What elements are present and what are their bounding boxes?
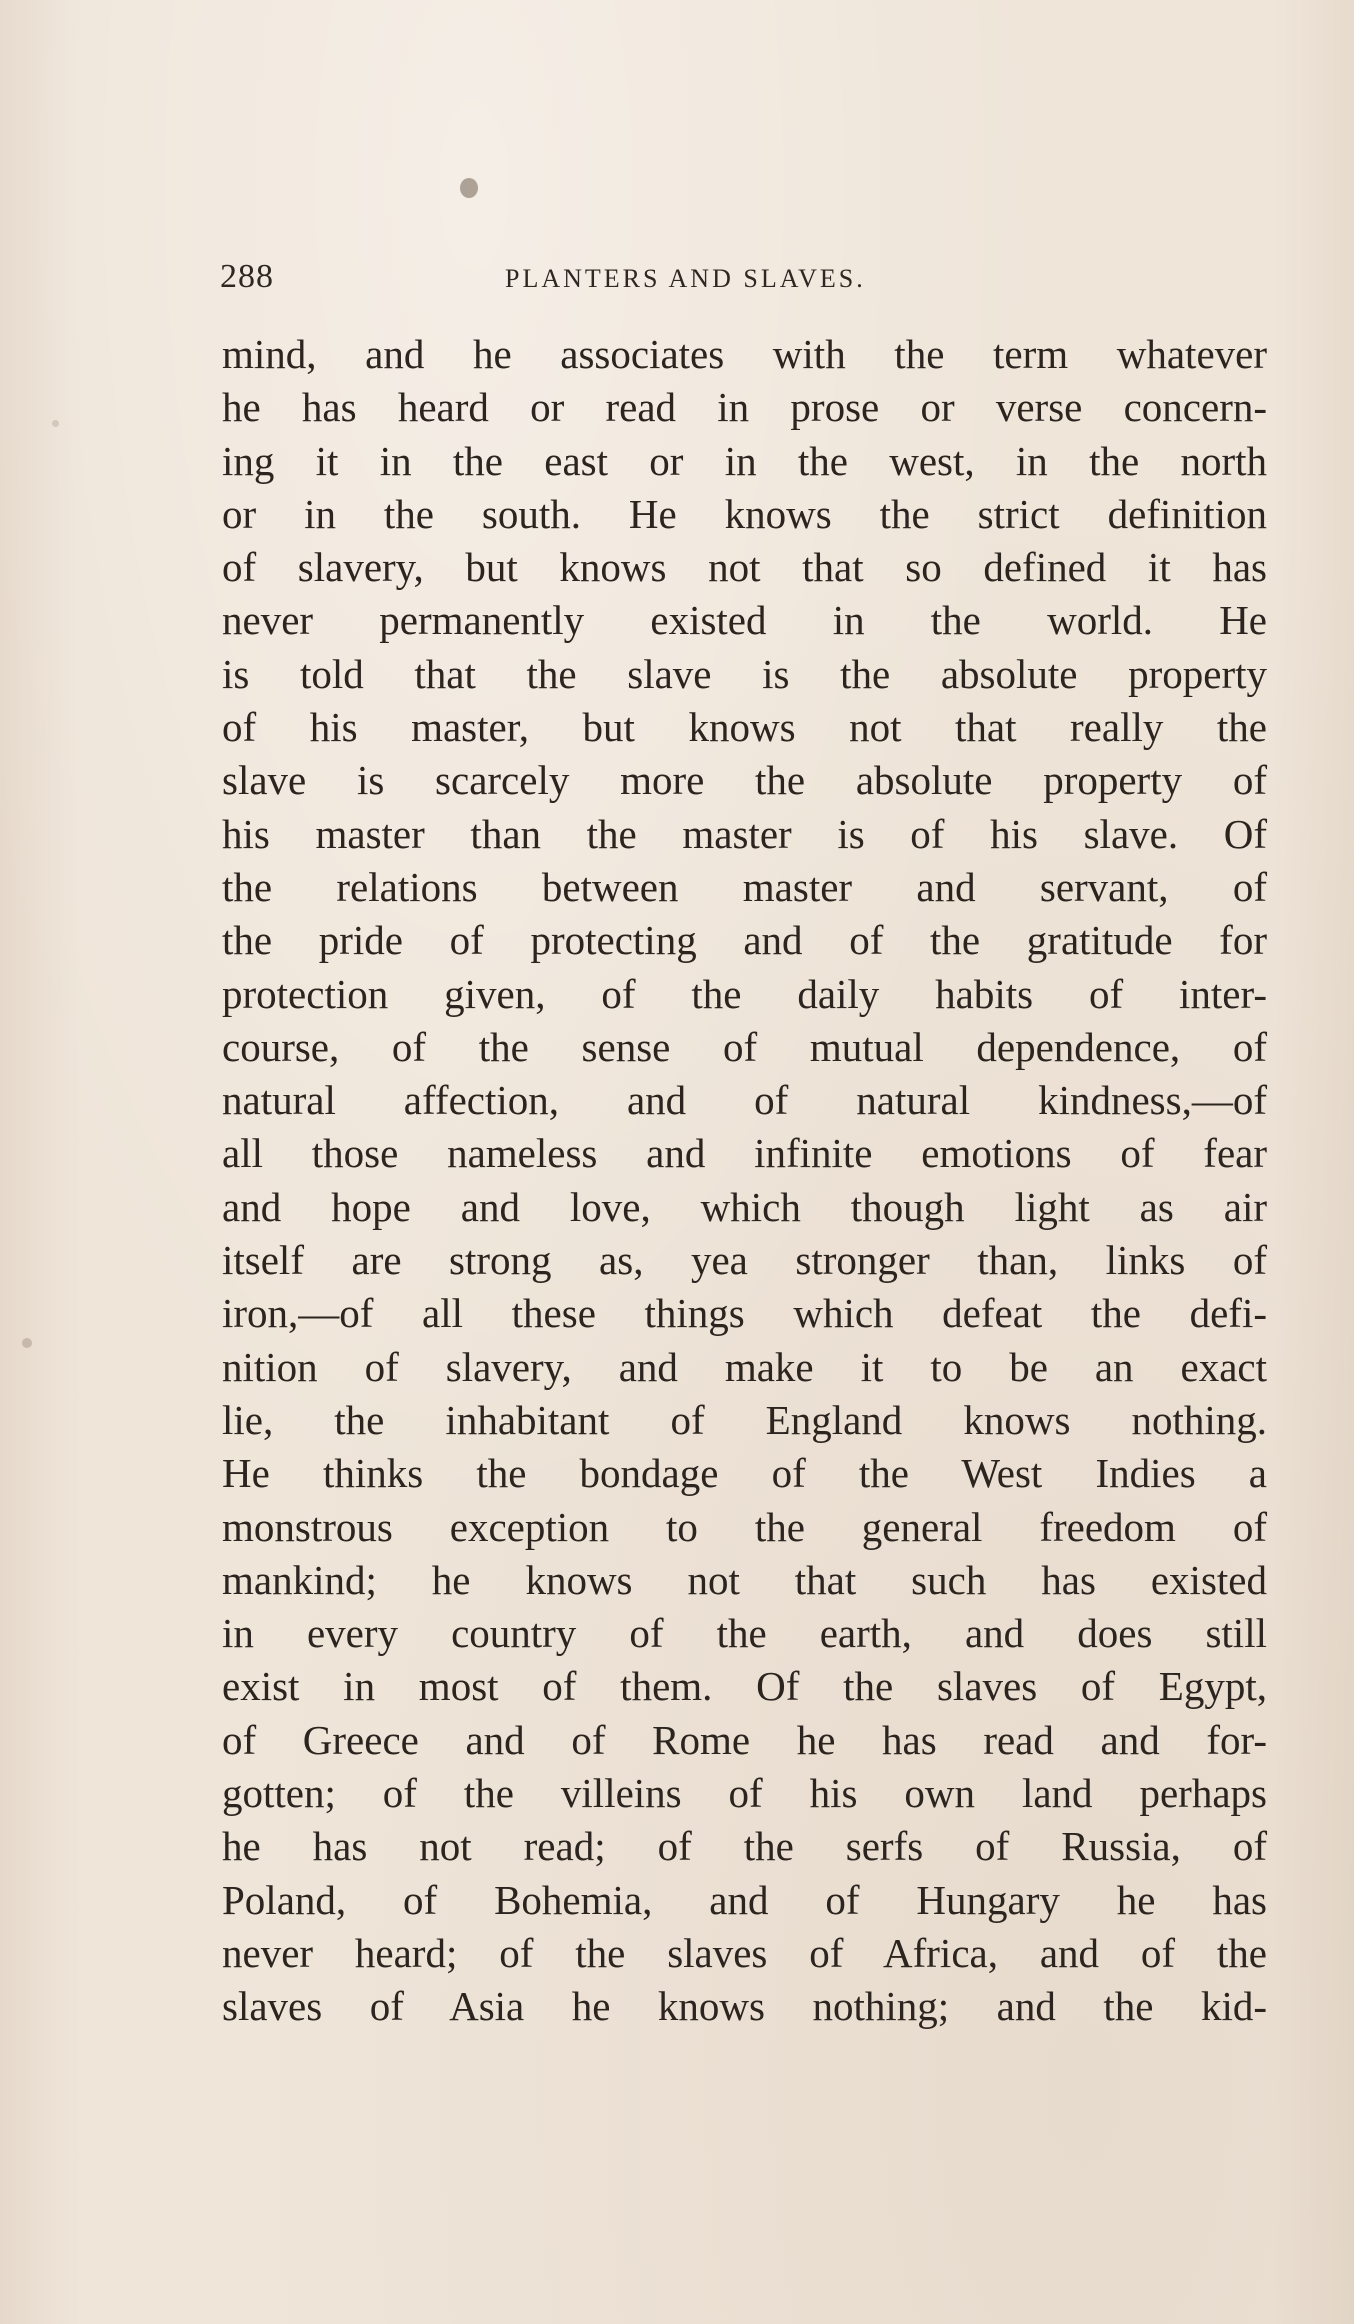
text-line: is told that the slave is the absolute property xyxy=(222,650,1267,697)
body-text xyxy=(222,328,1267,2034)
text-line: monstrous exception to the general freedom of xyxy=(222,1503,1267,1550)
text-line: of his master, but knows not that really the xyxy=(222,704,1267,751)
text-line: of Greece and of Rome he has read and for- xyxy=(222,1716,1267,1763)
text-line: lie, the inhabitant of England knows nothing. xyxy=(222,1396,1267,1443)
text-line: He thinks the bondage of the West Indies a xyxy=(222,1450,1267,1497)
text-line: slaves of Asia he knows nothing; and the kid- xyxy=(222,1983,1267,2030)
text-line: he has not read; of the serfs of Russia, of xyxy=(222,1823,1267,1870)
text-line: never heard; of the slaves of Africa, and of the xyxy=(222,1929,1267,1976)
text-line: ing it in the east or in the west, in the north xyxy=(222,437,1267,484)
page-number: 288 xyxy=(220,258,274,295)
text-line: Poland, of Bohemia, and of Hungary he has xyxy=(222,1876,1267,1923)
text-line: of slavery, but knows not that so defined it has xyxy=(222,544,1267,591)
text-line: iron,—of all these things which defeat the defi- xyxy=(222,1290,1267,1337)
running-head xyxy=(220,258,1280,298)
text-line: course, of the sense of mutual dependence, of xyxy=(222,1023,1267,1070)
text-line: or in the south. He knows the strict definition xyxy=(222,490,1267,537)
paper-blemish xyxy=(52,420,59,427)
text-line: gotten; of the villeins of his own land perhaps xyxy=(222,1770,1267,1817)
text-line: and hope and love, which though light as air xyxy=(222,1183,1267,1230)
text-line: in every country of the earth, and does still xyxy=(222,1610,1267,1657)
ink-spot xyxy=(460,178,478,198)
text-line: nition of slavery, and make it to be an exact xyxy=(222,1343,1267,1390)
running-title: PLANTERS AND SLAVES. xyxy=(505,264,866,293)
text-line: itself are strong as, yea stronger than, links of xyxy=(222,1237,1267,1284)
text-line: mankind; he knows not that such has existed xyxy=(222,1556,1267,1603)
text-line: never permanently existed in the world. He xyxy=(222,597,1267,644)
paper-blemish xyxy=(22,1338,32,1348)
text-line: protection given, of the daily habits of inter- xyxy=(222,970,1267,1017)
text-line: he has heard or read in prose or verse concern- xyxy=(222,384,1267,431)
text-line: his master than the master is of his slave. Of xyxy=(222,810,1267,857)
text-line: mind, and he associates with the term whatever xyxy=(222,331,1267,377)
text-line: exist in most of them. Of the slaves of Egypt, xyxy=(222,1663,1267,1710)
text-line: all those nameless and infinite emotions of fear xyxy=(222,1130,1267,1177)
text-line: the relations between master and servant, of xyxy=(222,863,1267,910)
text-line: natural affection, and of natural kindness,—of xyxy=(222,1077,1267,1124)
text-line: slave is scarcely more the absolute property of xyxy=(222,757,1267,804)
text-line: the pride of protecting and of the gratitude for xyxy=(222,917,1267,964)
